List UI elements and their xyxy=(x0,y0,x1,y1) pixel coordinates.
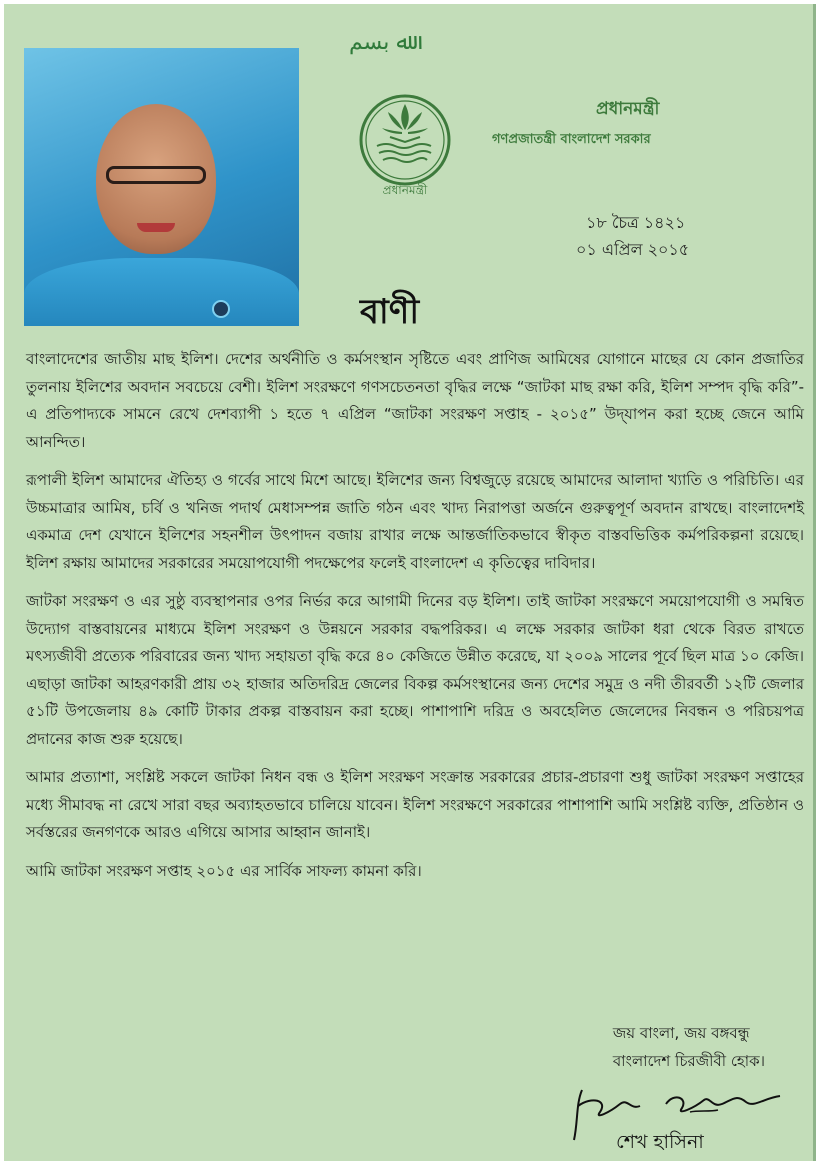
bismillah-calligraphy: ﷲ بسم xyxy=(349,30,410,55)
closing-slogans xyxy=(613,1019,765,1075)
closing-line: বাংলাদেশ চিরজীবী হোক। xyxy=(612,1052,765,1070)
paragraph: জাটকা সংরক্ষণ ও এর সুষ্ঠু ব্যবস্থাপনার ওপর নির্ভর করে আগামী দিনের বড় ইলিশ। তাই জাটকা সংরক্ষণে সময়োপযোগী ও সমন্বিত উদ্যোগ বাস্তবায়নের মাধ্যমে ইলিশ সংরক্ষণ ও উন্নয়নে সরকার বদ্ধপরিকর। এ লক্ষে সরকার জাটকা ধরা থেকে বিরত রাখতে মৎস্যজীবী প্রত্যেক পরিবারের জন্য খাদ্য সহায়তা বৃদ্ধি করে ৪০ কেজিতে উন্নীত করেছে, যা ২০০৯ সালের পূর্বে ছিল মাত্র ১০ কেজি। এছাড়া জাটকা আহরণকারী প্রায় ৩২ হাজার অতিদরিদ্র জেলের বিকল্প কর্মসংস্থানের জন্য দেশের সমুদ্র ও নদী তীরবর্তী ১২টি জেলার ৫১টি উপজেলায় ৪৯ কোটি টাকার প্রকল্প বাস্তবায়ন করা হচ্ছে। পাশাপাশি দরিদ্র ও অবহেলিত জেলেদের নিবন্ধন ও পরিচয়পত্র প্রদানের কাজ শুরু হয়েছে। xyxy=(26,592,804,748)
closing-line: জয় বাংলা, জয় বঙ্গবন্ধু xyxy=(612,1024,750,1042)
paragraph: আমি জাটকা সংরক্ষণ সপ্তাহ ২০১৫ এর সার্বিক সাফল্য কামনা করি। xyxy=(26,861,422,880)
date-bangla: ১৮ চৈত্র ১৪২১ xyxy=(586,213,686,232)
emblem-label: প্রধানমন্ত্রী xyxy=(382,183,428,197)
government-emblem-icon xyxy=(352,90,458,200)
date-english: ০১ এপ্রিল ২০১৫ xyxy=(576,240,690,259)
portrait-shoulders xyxy=(24,258,299,326)
government-title: গণপ্রজাতন্ত্রী বাংলাদেশ সরকার xyxy=(492,132,651,147)
office-title: প্রধানমন্ত্রী xyxy=(596,99,660,119)
signatory-name: শেখ হাসিনা xyxy=(616,1131,704,1153)
prime-minister-portrait xyxy=(24,48,299,326)
message-body xyxy=(26,346,804,896)
message-heading: বাণী xyxy=(360,292,420,332)
portrait-brooch xyxy=(212,300,230,318)
portrait-mouth xyxy=(137,223,175,232)
paragraph: বাংলাদেশের জাতীয় মাছ ইলিশ। দেশের অর্থনীতি ও কর্মসংস্থান সৃষ্টিতে এবং প্রাণিজ আমিষের যোগানে মাছের যে কোন প্রজাতির তুলনায় ইলিশের অবদান সবচেয়ে বেশী। ইলিশ সংরক্ষণে গণসচেতনতা বৃদ্ধির লক্ষে “জাটকা মাছ রক্ষা করি, ইলিশ সম্পদ বৃদ্ধি করি”- এ প্রতিপাদ্যকে সামনে রেখে দেশব্যাপী ১ হতে ৭ এপ্রিল “জাটকা সংরক্ষণ সপ্তাহ - ২০১৫” উদ্‌যাপন করা হচ্ছে জেনে আমি আনন্দিত। xyxy=(26,350,804,451)
message-page xyxy=(4,4,816,1161)
paragraph: রূপালী ইলিশ আমাদের ঐতিহ্য ও গর্বের সাথে মিশে আছে। ইলিশের জন্য বিশ্বজুড়ে রয়েছে আমাদের আলাদা খ্যাতি ও পরিচিতি। এর উচ্চমাত্রার আমিষ, চর্বি ও খনিজ পদার্থ মেধাসম্পন্ন জাতি গঠন এবং খাদ্য নিরাপত্তা অর্জনে গুরুত্বপূর্ণ অবদান রাখছে। বাংলাদেশই একমাত্র দেশ যেখানে ইলিশের সহনশীল উৎপাদন বজায় রাখার লক্ষে আন্তর্জাতিকভাবে স্বীকৃত বাস্তবভিত্তিক কর্মপরিকল্পনা রয়েছে। ইলিশ রক্ষায় আমাদের সরকারের সময়োপযোগী পদক্ষেপের ফলেই বাংলাদেশ এ কৃতিত্বের দাবিদার। xyxy=(26,471,804,572)
portrait-glasses xyxy=(106,166,206,184)
paragraph: আমার প্রত্যাশা, সংশ্লিষ্ট সকলে জাটকা নিধন বন্ধ ও ইলিশ সংরক্ষণ সংক্রান্ত সরকারের প্রচার-প্রচারণা শুধু জাটকা সংরক্ষণ সপ্তাহের মধ্যে সীমাবদ্ধ না রেখে সারা বছর অব্যাহতভাবে চালিয়ে যাবেন। ইলিশ সংরক্ষণে সরকারের পাশাপাশি আমি সংশ্লিষ্ট ব্যক্তি, প্রতিষ্ঠান ও সর্বস্তরের জনগণকে আরও এগিয়ে আসার আহ্বান জানাই। xyxy=(26,768,804,841)
